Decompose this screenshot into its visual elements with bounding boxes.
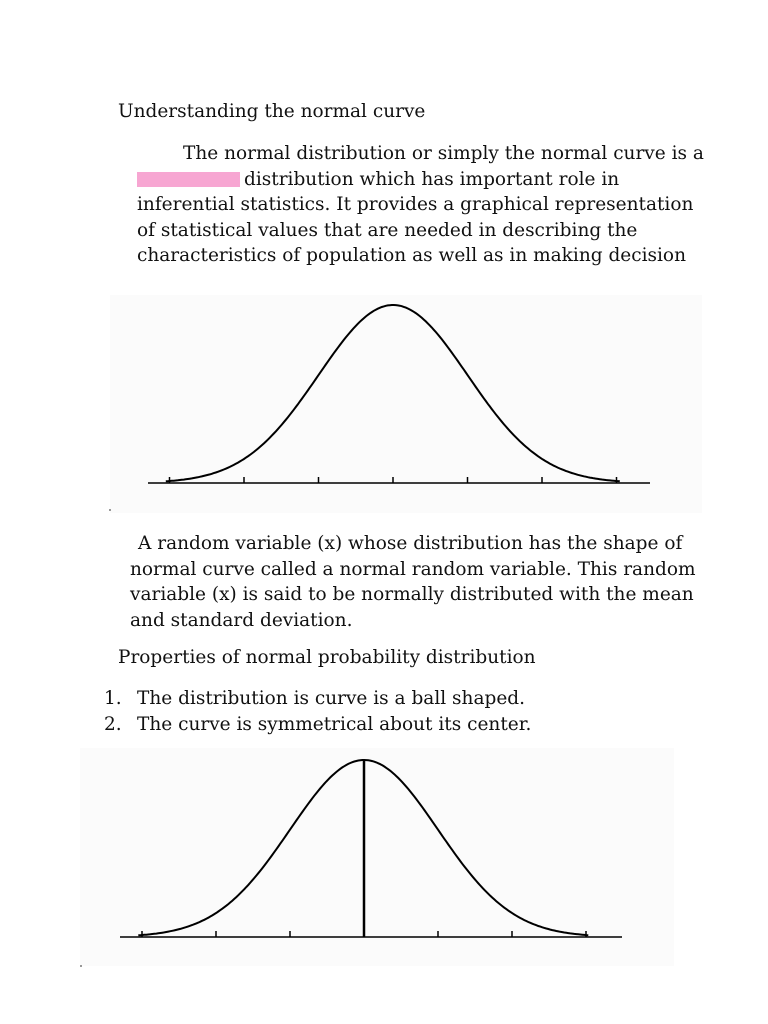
list-item-text: The curve is symmetrical about its center. bbox=[137, 714, 532, 735]
list-item-number: 2. bbox=[104, 714, 122, 735]
redaction-mark bbox=[137, 172, 240, 187]
random-variable-text: A random variable (x) whose distribution has the shape of normal curve called a normal random variable. This random variable (x) is said to be normally distributed with the mean and standard deviation. bbox=[130, 533, 696, 631]
intro-line1: The normal distribution or simply the normal curve is a bbox=[183, 143, 704, 164]
intro-rest: distribution which has important role in inferential statistics. It provides a graphical representation of statistical values that are needed in describing the characteristics of population as well as in making decision bbox=[137, 168, 694, 266]
stray-dot bbox=[80, 965, 82, 967]
properties-list bbox=[104, 686, 744, 738]
page-title: Understanding the normal curve bbox=[118, 101, 426, 122]
figure2-ticks bbox=[142, 931, 586, 937]
normal-curve-figure bbox=[110, 295, 702, 513]
normal-curve-icon bbox=[110, 295, 702, 513]
list-item bbox=[104, 712, 744, 738]
symmetric-curve-figure bbox=[80, 748, 674, 966]
properties-heading: Properties of normal probability distribution bbox=[118, 647, 536, 668]
normal-curve-with-center-line-icon bbox=[80, 748, 674, 966]
figure1-ticks bbox=[170, 477, 617, 483]
intro-paragraph bbox=[137, 141, 717, 269]
figure1-curve bbox=[166, 305, 620, 481]
list-item-text: The distribution is curve is a ball shaped. bbox=[137, 688, 526, 709]
stray-dot bbox=[109, 509, 111, 511]
random-variable-paragraph bbox=[130, 531, 720, 633]
list-item bbox=[104, 686, 744, 712]
list-item-number: 1. bbox=[104, 688, 122, 709]
